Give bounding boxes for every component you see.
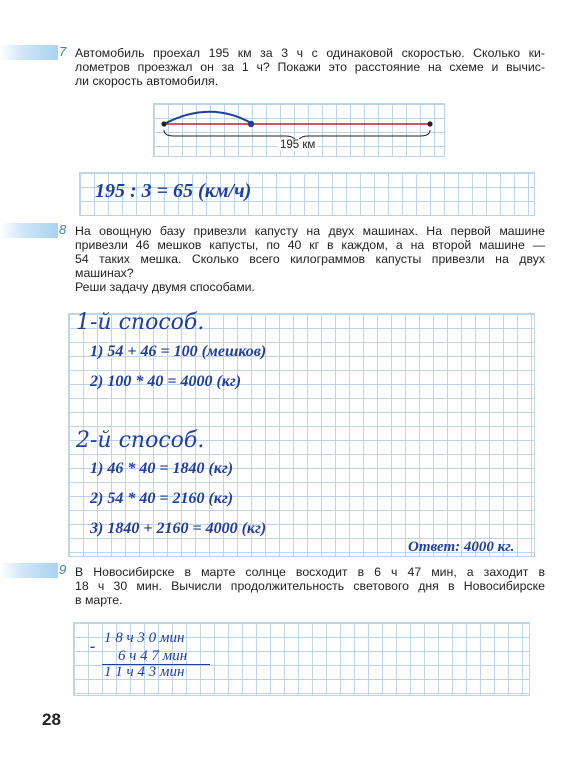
- method2-step: 1) 46 * 40 = 1840 (кг): [90, 460, 234, 477]
- calc-subtrahend: 6 ч 4 7 мин: [118, 648, 188, 664]
- task7-stripe: [0, 45, 58, 60]
- task7-text: [75, 46, 545, 88]
- task8-answer: Ответ: 4000 кг.: [408, 539, 515, 555]
- task8-line: На овощную базу привезли капусту на двух машинах. На первой машине: [75, 224, 545, 238]
- hour-point: [248, 121, 254, 127]
- method2-step: 2) 54 * 40 = 2160 (кг): [90, 490, 234, 507]
- method1-step: 2) 100 * 40 = 4000 (кг): [90, 373, 242, 390]
- task7-line: лометров проезжал он за 1 ч? Покажи это расстояние на схеме и вычис-: [75, 60, 545, 74]
- method1-step: 1) 54 + 46 = 100 (мешков): [90, 343, 267, 360]
- task8-line: 54 таких мешка. Сколько всего килограммов капусты привезли на двух: [75, 252, 545, 266]
- calc-minuend: 1 8 ч 3 0 мин: [104, 630, 185, 646]
- calc-minus-sign: -: [90, 638, 96, 655]
- task7-line: ли скорость автомобиля.: [75, 74, 219, 88]
- task7-number: 7: [59, 44, 67, 59]
- task8-line: привезли 46 мешков капусты, по 40 кг в каждом, а на второй машине —: [75, 238, 545, 252]
- method2-step: 3) 1840 + 2160 = 4000 (кг): [90, 520, 267, 537]
- task8-number: 8: [59, 222, 67, 237]
- task9-line: В Новосибирске в марте солнце восходит в 6 ч 47 мин, а заходит в: [75, 565, 545, 579]
- start-point: [161, 121, 166, 126]
- task9-stripe: [0, 563, 58, 578]
- task8-text: [75, 224, 545, 294]
- distance-arc: [164, 112, 251, 124]
- end-point: [427, 121, 432, 126]
- method2-title: 2-й способ.: [76, 428, 205, 453]
- task9-line: 18 ч 30 мин. Вычисли продолжительность светового дня в Новосибирске: [75, 579, 545, 593]
- task7-answer: 195 : 3 = 65 (км/ч): [95, 180, 252, 202]
- task9-text: [75, 565, 545, 607]
- diagram-label: 195 км: [280, 139, 316, 151]
- task7-line: Автомобиль проехал 195 км за 3 ч с одинаковой скоростью. Сколько ки-: [75, 46, 545, 60]
- distance-diagram: [150, 100, 450, 160]
- task8-instruction: Реши задачу двумя способами.: [75, 280, 255, 294]
- task8-stripe: [0, 223, 58, 238]
- page-number: 28: [42, 710, 61, 729]
- task9-line: в марте.: [75, 593, 123, 607]
- method1-title: 1-й способ.: [76, 310, 205, 335]
- task9-number: 9: [59, 562, 67, 577]
- task8-line: машинах?: [75, 266, 134, 280]
- calc-result: 1 1 ч 4 3 мин: [104, 664, 185, 680]
